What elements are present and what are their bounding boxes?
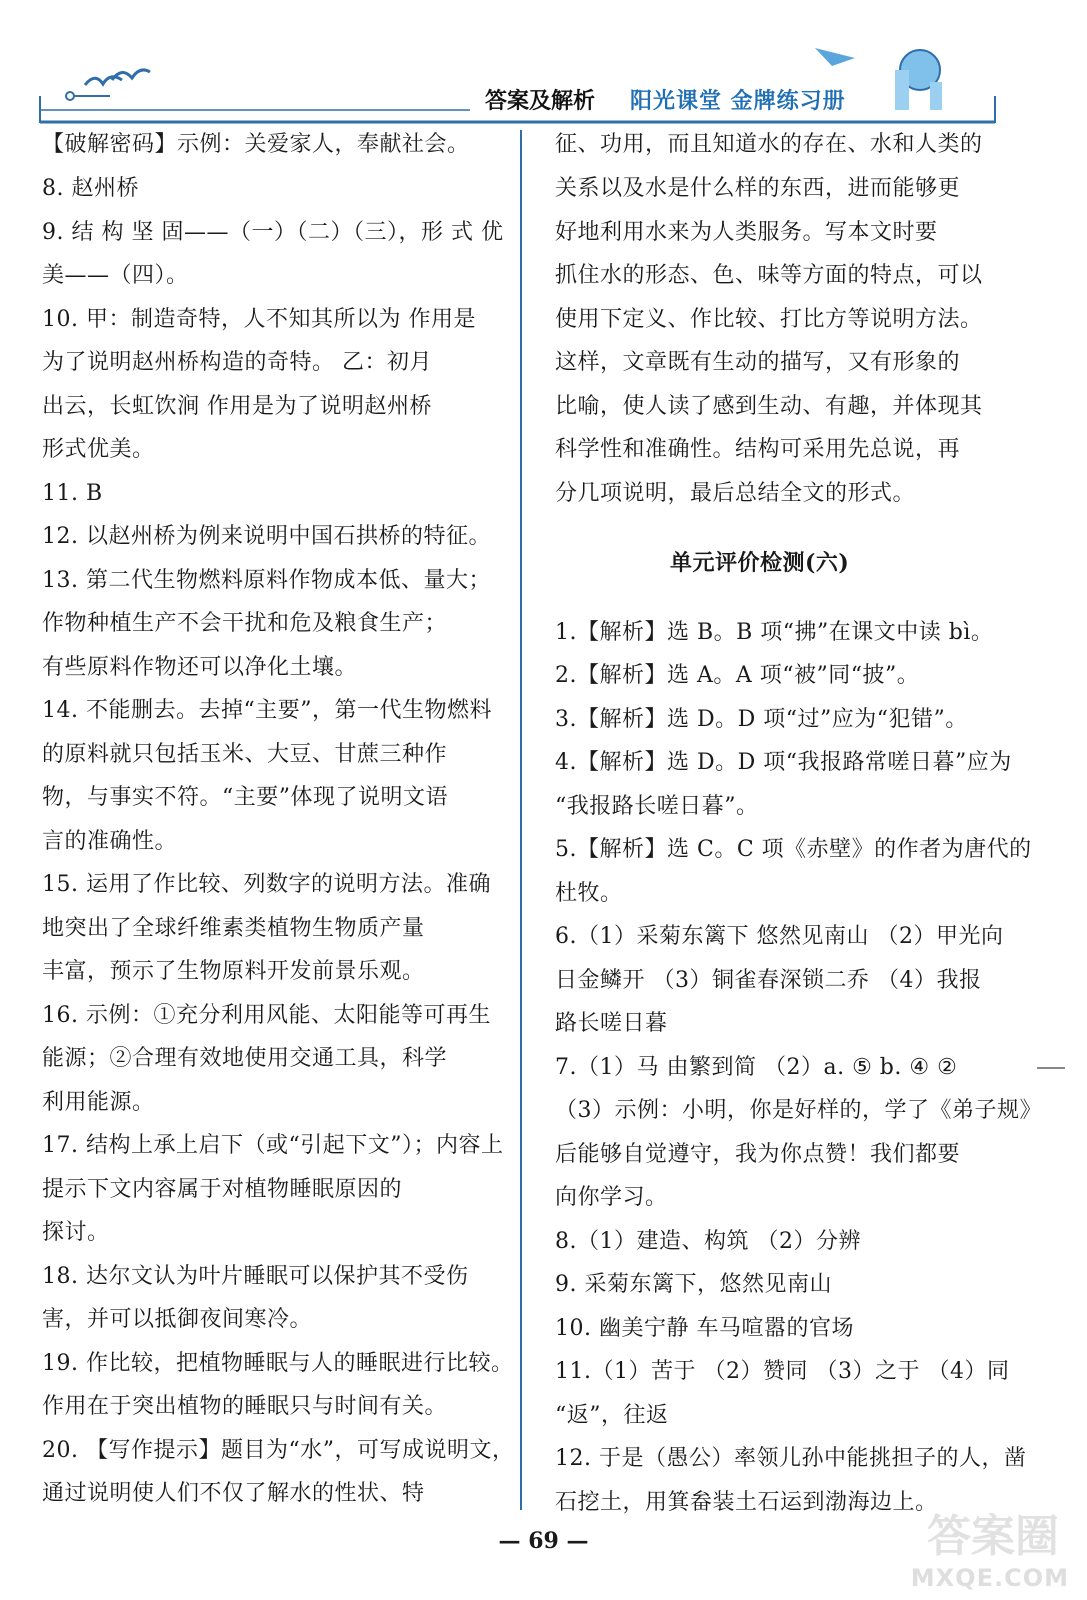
- answer-line: 8. 赵州桥: [42, 176, 139, 201]
- answer-line: 这样，文章既有生动的描写，又有形象的: [555, 350, 961, 375]
- answer-line: 害，并可以抵御夜间寒冷。: [42, 1307, 313, 1332]
- answer-line: 日金鳞开 （3）铜雀春深锁二乔 （4）我报: [555, 968, 982, 993]
- column-divider: [520, 130, 522, 1510]
- answer-line: 科学性和准确性。结构可采用先总说，再: [555, 437, 961, 462]
- answer-line: 形式优美。: [42, 437, 155, 462]
- answer-line: 13. 第二代生物燃料原料作物成本低、量大；: [42, 568, 491, 593]
- answer-line: 作物种植生产不会干扰和危及粮食生产；: [42, 611, 448, 636]
- answer-line: 1.【解析】选 B。B 项“拂”在课文中读 bì。: [555, 620, 994, 645]
- watermark-logo: 答案圈: [927, 1511, 1059, 1562]
- answer-line: 丰富，预示了生物原料开发前景乐观。: [42, 959, 425, 984]
- page-header: [0, 0, 1087, 125]
- answer-line: 分几项说明，最后总结全文的形式。: [555, 481, 916, 506]
- answer-line: 18. 达尔文认为叶片睡眠可以保护其不受伤: [42, 1264, 469, 1289]
- answer-line: 11.（1）苦于 （2）赞同 （3）之于 （4）同: [555, 1359, 1010, 1384]
- seagull-icon: [85, 77, 122, 85]
- answer-line: 14. 不能删去。去掉“主要”，第一代生物燃料: [42, 698, 492, 723]
- paper-plane-icon: [815, 48, 855, 66]
- answer-line: （3）示例：小明，你是好样的，学了《弟子规》: [555, 1098, 1042, 1123]
- answer-line: “我报路长嗟日暮”。: [555, 794, 759, 819]
- answer-line: 后能够自觉遵守，我为你点赞！我们都要: [555, 1142, 961, 1167]
- answer-line: 物，与事实不符。“主要”体现了说明文语: [42, 785, 448, 810]
- answer-line: 9. 结 构 坚 固——（一）（二）（三），形 式 优: [42, 220, 504, 245]
- page-number: — 69 —: [498, 1528, 589, 1554]
- answer-line: 好地利用水来为人类服务。写本文时要: [555, 220, 938, 245]
- answer-line: 杜牧。: [555, 881, 623, 906]
- answer-line: 作用在于突出植物的睡眠只与时间有关。: [42, 1394, 448, 1419]
- header-title: 答案及解析: [485, 89, 596, 114]
- answer-line: 3.【解析】选 D。D 项“过”应为“犯错”。: [555, 707, 968, 732]
- answer-line: “返”，往返: [555, 1403, 669, 1428]
- answer-line: 【破解密码】示例：关爱家人，奉献社会。: [42, 132, 470, 157]
- header-brand: 阳光课堂 金牌练习册: [630, 89, 846, 114]
- answer-line: 抓住水的形态、色、味等方面的特点，可以: [555, 263, 983, 288]
- answer-line: 关系以及水是什么样的东西，进而能够更: [555, 176, 961, 201]
- answer-line: 6.（1）采菊东篱下 悠然见南山 （2）甲光向: [555, 924, 1004, 949]
- answer-line: 4.【解析】选 D。D 项“我报路常嗟日暮”应为: [555, 750, 1012, 775]
- answer-line: 10. 甲：制造奇特，人不知其所以为 作用是: [42, 307, 476, 332]
- answer-line: 征、功用，而且知道水的存在、水和人类的: [555, 132, 983, 157]
- watermark-url: MXQE.COM: [910, 1564, 1069, 1592]
- answer-line: 11. B: [42, 481, 103, 506]
- answer-line: 出云，长虹饮涧 作用是为了说明赵州桥: [42, 394, 432, 419]
- answer-line: 15. 运用了作比较、列数字的说明方法。准确: [42, 872, 491, 897]
- section-title: 单元评价检测(六): [670, 550, 850, 576]
- answer-line: 利用能源。: [42, 1090, 155, 1115]
- answer-line: 9. 采菊东篱下，悠然见南山: [555, 1272, 832, 1297]
- answer-line: 16. 示例：①充分利用风能、太阳能等可再生: [42, 1003, 491, 1028]
- answer-line: 8.（1）建造、构筑 （2）分辨: [555, 1229, 861, 1254]
- answer-line: 5.【解析】选 C。C 项《赤壁》的作者为唐代的: [555, 837, 1032, 862]
- answer-line: 7.（1）马 由繁到简 （2）a. ⑤ b. ④ ②: [555, 1055, 958, 1080]
- answer-line: 通过说明使人们不仅了解水的性状、特: [42, 1481, 425, 1506]
- answer-line: 探讨。: [42, 1220, 110, 1245]
- answer-line: 向你学习。: [555, 1185, 668, 1210]
- answer-line: 路长嗟日暮: [555, 1011, 668, 1036]
- answer-line: 17. 结构上承上启下（或“引起下文”）；内容上: [42, 1133, 504, 1158]
- answer-line: 使用下定义、作比较、打比方等说明方法。: [555, 307, 983, 332]
- answer-line: 10. 幽美宁静 车马喧嚣的官场: [555, 1316, 854, 1341]
- answer-line: 言的准确性。: [42, 829, 178, 854]
- building-icon: [930, 82, 942, 110]
- answer-line: 2.【解析】选 A。A 项“被”同“披”。: [555, 663, 920, 688]
- answer-line: 比喻，使人读了感到生动、有趣，并体现其: [555, 394, 983, 419]
- margin-mark: [1037, 1067, 1065, 1069]
- answer-line: 19. 作比较，把植物睡眠与人的睡眠进行比较。: [42, 1351, 514, 1376]
- watermark: [894, 1500, 1069, 1592]
- answer-line: 的原料就只包括玉米、大豆、甘蔗三种作: [42, 742, 448, 767]
- answer-line: 地突出了全球纤维素类植物生物质产量: [42, 916, 425, 941]
- building-icon: [895, 70, 909, 110]
- answer-line: 12. 于是（愚公）率领儿孙中能挑担子的人，凿: [555, 1446, 1027, 1471]
- answer-line: 12. 以赵州桥为例来说明中国石拱桥的特征。: [42, 524, 491, 549]
- answer-line: 能源；②合理有效地使用交通工具，科学: [42, 1046, 448, 1071]
- answer-line: 提示下文内容属于对植物睡眠原因的: [42, 1177, 403, 1202]
- answer-line: 有些原料作物还可以净化土壤。: [42, 655, 358, 680]
- answer-line: 为了说明赵州桥构造的奇特。 乙：初月: [42, 350, 432, 375]
- answer-line: 美——（四）。: [42, 263, 189, 288]
- answer-line: 石挖土，用箕畚装土石运到渤海边上。: [555, 1490, 938, 1515]
- answer-line: 20. 【写作提示】题目为“水”，可写成说明文，: [42, 1438, 515, 1463]
